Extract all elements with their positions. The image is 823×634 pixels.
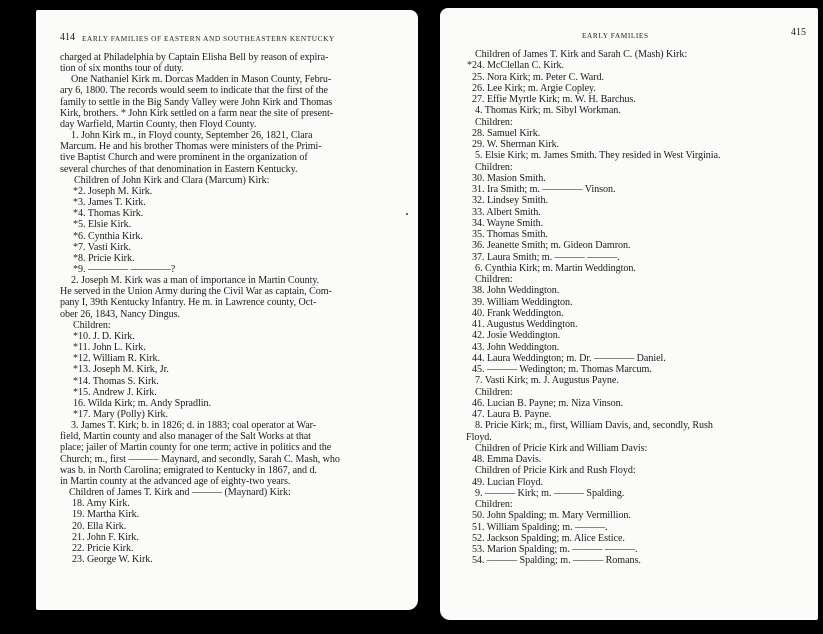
- text-line: 6. Cynthia Kirk; m. Martin Weddington.: [475, 262, 636, 274]
- text-line: Children:: [475, 161, 513, 173]
- text-line: Children of John Kirk and Clara (Marcum) Kirk:: [74, 174, 270, 186]
- text-line: One Nathaniel Kirk m. Dorcas Madden in Mason County, Febru-: [71, 74, 332, 86]
- text-line: Children of James T. Kirk and ——— (Maynard) Kirk:: [69, 487, 291, 499]
- text-line: 33. Albert Smith.: [472, 206, 541, 218]
- text-line: 5. Elsie Kirk; m. James Smith. They resided in West Virginia.: [475, 150, 721, 162]
- text-line: 7. Vasti Kirk; m. J. Augustus Payne.: [475, 375, 619, 387]
- text-line: place; jailer of Martin county for one term; active in politics and the: [60, 442, 332, 454]
- text-line: 19. Martha Kirk.: [72, 509, 140, 521]
- text-line: 2. Joseph M. Kirk was a man of importance in Martin County.: [71, 275, 320, 287]
- text-line: *15. Andrew J. Kirk.: [73, 386, 157, 398]
- text-line: 40. Frank Weddington.: [472, 307, 564, 319]
- text-line: 53. Marion Spalding; m. ——— ———.: [472, 544, 638, 555]
- text-line: 49. Lucian Floyd.: [472, 476, 543, 488]
- running-head-right: [466, 27, 808, 42]
- text-line: Children:: [475, 116, 513, 128]
- text-line: *2. Joseph M. Kirk.: [73, 185, 153, 197]
- text-line: Children:: [73, 319, 111, 331]
- text-line: was b. in North Carolina; emigrated to Kentucky in 1867, and d.: [60, 464, 317, 476]
- text-line: 1. John Kirk m., in Floyd county, September 26, 1821, Clara: [71, 130, 313, 142]
- text-line: *6. Cynthia Kirk.: [73, 230, 143, 242]
- running-head-left: [60, 33, 406, 45]
- text-line: 54. ——— Spalding; m. ——— Romans.: [472, 555, 641, 567]
- text-line: *3. James T. Kirk.: [73, 197, 146, 209]
- text-line: in Martin county at the advanced age of eighty-two years.: [60, 475, 291, 487]
- left-page-body: [60, 52, 406, 565]
- text-line: tion of six months tour of duty.: [60, 63, 184, 75]
- text-line: Children:: [475, 386, 513, 398]
- text-line: Floyd.: [466, 431, 492, 443]
- page-number-right: 415: [791, 27, 806, 38]
- stray-mark: [406, 213, 408, 215]
- text-line: 43. John Weddington.: [472, 341, 560, 353]
- text-line: *11. John L. Kirk.: [73, 342, 146, 354]
- text-line: 52. Jackson Spalding; m. Alice Estice.: [472, 532, 625, 544]
- text-line: Kirk, brothers. * John Kirk settled on a farm near the site of present-: [60, 107, 334, 119]
- text-line: 25. Nora Kirk; m. Peter C. Ward.: [472, 71, 604, 83]
- text-line: family to settle in the Big Sandy Valley were John Kirk and Thomas: [60, 96, 333, 108]
- text-line: 42. Josie Weddington.: [472, 330, 561, 342]
- text-line: *5. Elsie Kirk.: [73, 219, 132, 231]
- text-line: *10. J. D. Kirk.: [73, 330, 135, 342]
- text-line: several churches of that denomination in Eastern Kentucky.: [60, 163, 298, 175]
- text-line: Children:: [475, 499, 513, 510]
- text-line: 23. George W. Kirk.: [72, 554, 153, 566]
- text-line: 31. Ira Smith; m. ———— Vinson.: [472, 184, 616, 195]
- text-line: 35. Thomas Smith.: [472, 229, 548, 240]
- right-page: [440, 8, 818, 620]
- left-page: [36, 10, 418, 610]
- text-line: *9. ———— ————?: [73, 263, 176, 275]
- text-line: Children of Pricie Kirk and Rush Floyd:: [475, 465, 636, 477]
- text-line: 50. John Spalding; m. Mary Vermillion.: [472, 510, 631, 522]
- text-line: 18. Amy Kirk.: [72, 498, 130, 510]
- text-line: 29. W. Sherman Kirk.: [472, 139, 560, 150]
- text-line: field, Martin county and also manager of the Salt Works at that: [60, 431, 311, 443]
- text-line: *17. Mary (Polly) Kirk.: [73, 409, 169, 420]
- text-line: 21. John F. Kirk.: [72, 531, 139, 543]
- text-line: 38. John Weddington.: [472, 285, 560, 297]
- text-line: Children:: [475, 274, 513, 285]
- text-line: Marcum. He and his brother Thomas were ministers of the Primi-: [60, 141, 322, 153]
- text-line: 39. William Weddington.: [472, 296, 573, 308]
- text-line: Church; m., first ——— Maynard, and secondly, Sarah C. Mash, who: [60, 453, 340, 465]
- text-line: charged at Philadelphia by Captain Elisha Bell by reason of expira-: [60, 52, 329, 63]
- text-line: 27. Effie Myrtle Kirk; m. W. H. Barchus.: [472, 94, 636, 105]
- text-line: 20. Ella Kirk.: [72, 520, 127, 532]
- text-line: 41. Augustus Weddington.: [472, 319, 578, 330]
- text-line: 8. Pricie Kirk; m., first, William Davis, and, secondly, Rush: [475, 420, 713, 432]
- running-title-right: EARLY FAMILIES: [582, 31, 649, 40]
- text-line: *12. William R. Kirk.: [73, 353, 160, 365]
- text-line: Children of James T. Kirk and Sarah C. (Mash) Kirk:: [475, 49, 688, 60]
- text-line: 44. Laura Weddington; m. Dr. ———— Daniel.: [472, 352, 666, 364]
- text-line: 30. Masion Smith.: [472, 172, 546, 184]
- text-line: *8. Pricie Kirk.: [73, 252, 135, 264]
- text-line: 9. ——— Kirk; m. ——— Spalding.: [475, 487, 625, 499]
- text-line: 32. Lindsey Smith.: [472, 195, 548, 207]
- text-line: 16. Wilda Kirk; m. Andy Spradlin.: [73, 397, 211, 409]
- text-line: *13. Joseph M. Kirk, Jr.: [73, 364, 169, 376]
- text-line: *14. Thomas S. Kirk.: [73, 375, 159, 387]
- text-line: Children of Pricie Kirk and William Davis:: [475, 442, 648, 454]
- text-line: 46. Lucian B. Payne; m. Niza Vinson.: [472, 397, 624, 409]
- text-line: day Warfield, Martin County, then Floyd County.: [60, 118, 257, 130]
- text-line: *4. Thomas Kirk.: [73, 208, 144, 220]
- text-line: He served in the Union Army during the Civil War as captain, Com-: [60, 286, 332, 298]
- right-page-body: [466, 49, 808, 567]
- text-line: 3. James T. Kirk; b. in 1826; d. in 1883; coal operator at War-: [71, 420, 317, 432]
- text-line: tive Baptist Church and were prominent in the organization of: [60, 152, 308, 164]
- text-line: *24. McClellan C. Kirk.: [467, 60, 564, 72]
- text-line: 34. Wayne Smith.: [472, 217, 544, 229]
- text-line: 51. William Spalding; m. ———.: [472, 521, 608, 533]
- text-line: *7. Vasti Kirk.: [73, 241, 131, 253]
- text-line: 48. Emma Davis.: [472, 454, 542, 465]
- text-line: 37. Laura Smith; m. ——— ———.: [472, 251, 620, 263]
- running-title-left: EARLY FAMILIES OF EASTERN AND SOUTHEASTERN KENTUCKY: [82, 34, 335, 43]
- page-number-left: 414: [60, 32, 75, 43]
- text-line: 28. Samuel Kirk.: [472, 127, 541, 139]
- text-line: 4. Thomas Kirk; m. Sibyl Workman.: [475, 105, 621, 117]
- text-line: 26. Lee Kirk; m. Argie Copley.: [472, 82, 596, 94]
- text-line: ober 26, 1843, Nancy Dingus.: [60, 308, 180, 320]
- text-line: 36. Jeanette Smith; m. Gideon Damron.: [472, 240, 631, 252]
- text-line: 45. ——— Wedington; m. Thomas Marcum.: [472, 364, 652, 375]
- text-line: 47. Laura B. Payne.: [472, 409, 552, 420]
- text-line: 22. Pricie Kirk.: [72, 542, 134, 554]
- text-line: pany I, 39th Kentucky Infantry. He m. in Lawrence county, Oct-: [60, 297, 317, 309]
- text-line: ary 6, 1800. The records would seem to indicate that the first of the: [60, 85, 328, 97]
